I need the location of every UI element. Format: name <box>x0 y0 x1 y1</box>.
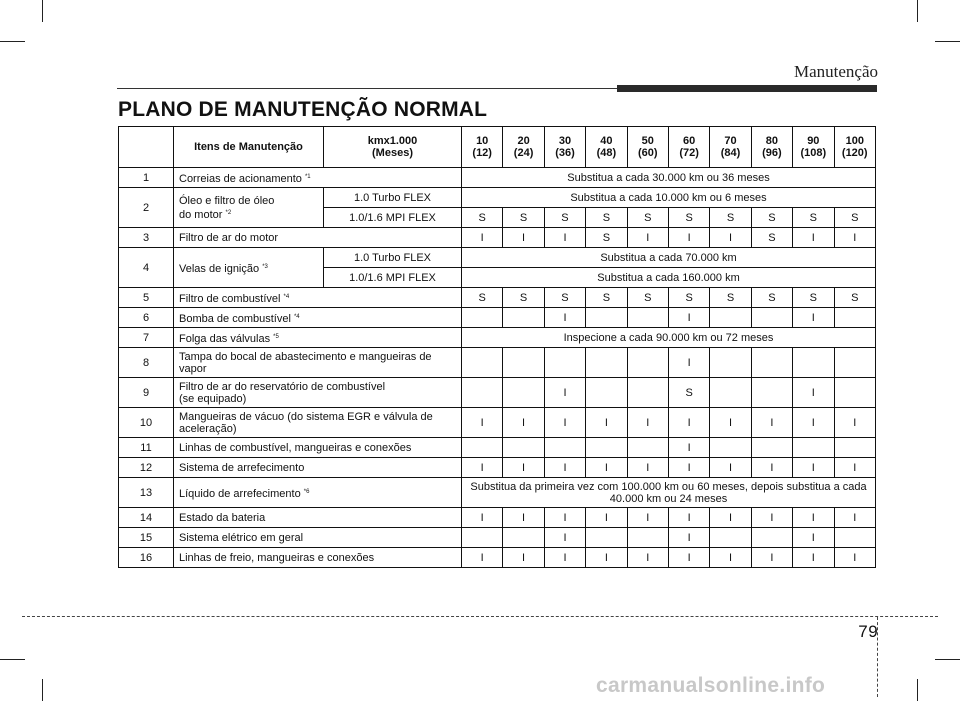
schedule-cell <box>710 378 751 408</box>
schedule-cell: I <box>586 458 627 478</box>
instruction-text: Substitua a cada 10.000 km ou 6 meses <box>570 191 767 204</box>
schedule-cell <box>793 438 834 458</box>
schedule-cell <box>586 528 627 548</box>
schedule-cell: I <box>834 508 875 528</box>
schedule-cell <box>834 348 875 378</box>
footnote-ref: *2 <box>225 209 232 216</box>
schedule-cell: I <box>544 308 585 328</box>
schedule-cell <box>834 438 875 458</box>
schedule-cell: I <box>793 408 834 438</box>
instruction-text: Substitua a cada 70.000 km <box>600 251 737 264</box>
footnote-ref: *4 <box>293 313 300 320</box>
schedule-cell: S <box>627 208 668 228</box>
table-row <box>119 188 876 208</box>
interval-header <box>544 127 585 168</box>
schedule-cell: I <box>834 228 875 248</box>
schedule-cell: I <box>462 228 503 248</box>
item-label: Linhas de freio, mangueiras e conexões <box>179 551 375 564</box>
schedule-cell: I <box>668 308 709 328</box>
schedule-cell: S <box>586 228 627 248</box>
item-description <box>174 528 462 548</box>
schedule-cell: S <box>793 288 834 308</box>
schedule-cell: I <box>627 458 668 478</box>
schedule-cell: I <box>627 548 668 568</box>
schedule-cell: S <box>710 288 751 308</box>
schedule-cell: I <box>627 508 668 528</box>
schedule-cell: I <box>793 508 834 528</box>
schedule-cell: I <box>668 528 709 548</box>
schedule-cell: I <box>544 408 585 438</box>
interval-km: 80 <box>765 135 779 147</box>
table-row <box>119 438 876 458</box>
item-description <box>174 348 462 378</box>
engine-variant: 1.0/1.6 MPI FLEX <box>324 268 462 288</box>
interval-instruction <box>462 328 876 348</box>
schedule-cell: I <box>793 458 834 478</box>
schedule-cell: I <box>544 458 585 478</box>
table-row <box>119 348 876 378</box>
crop-mark <box>935 659 960 660</box>
schedule-cell: I <box>710 508 751 528</box>
watermark: carmanualsonline.info <box>596 674 826 697</box>
schedule-cell: I <box>544 528 585 548</box>
footer-dashed-line <box>22 616 938 617</box>
schedule-cell <box>462 528 503 548</box>
row-number: 4 <box>119 248 174 288</box>
schedule-cell: I <box>834 408 875 438</box>
interval-months: (96) <box>762 147 782 159</box>
table-row <box>119 478 876 508</box>
schedule-cell <box>586 308 627 328</box>
schedule-cell: I <box>793 548 834 568</box>
table-row <box>119 248 876 268</box>
schedule-cell <box>503 528 544 548</box>
item-label-line2: vapor <box>179 362 207 375</box>
item-label: Folga das válvulas <box>179 332 271 345</box>
item-label: Linhas de combustível, mangueiras e conexões <box>179 441 412 454</box>
interval-km: 70 <box>724 135 737 147</box>
schedule-cell: I <box>751 548 792 568</box>
footnote-ref: *5 <box>273 333 279 340</box>
row-number: 15 <box>119 528 174 548</box>
schedule-cell: S <box>834 288 875 308</box>
item-description <box>174 458 462 478</box>
item-label: Filtro de ar do motor <box>179 231 279 244</box>
schedule-cell: I <box>793 228 834 248</box>
table-row <box>119 508 876 528</box>
item-label: Filtro de combustível <box>179 292 281 305</box>
item-label: Sistema elétrico em geral <box>179 531 304 544</box>
row-number: 13 <box>119 478 174 508</box>
schedule-cell: S <box>462 208 503 228</box>
schedule-cell: I <box>710 228 751 248</box>
schedule-cell: I <box>668 548 709 568</box>
schedule-cell <box>710 438 751 458</box>
footnote-ref: *3 <box>262 263 268 270</box>
schedule-cell: I <box>544 378 585 408</box>
schedule-cell <box>586 438 627 458</box>
item-label-line2: (se equipado) <box>179 392 247 405</box>
interval-instruction <box>462 248 876 268</box>
interval-instruction <box>462 188 876 208</box>
interval-km: 50 <box>641 135 654 147</box>
schedule-cell: I <box>544 228 585 248</box>
schedule-cell: I <box>793 308 834 328</box>
schedule-cell: S <box>544 288 585 308</box>
instruction-text-line2: 40.000 km ou 24 meses <box>609 492 728 505</box>
schedule-cell <box>503 308 544 328</box>
item-description <box>174 378 462 408</box>
item-description <box>174 308 462 328</box>
item-label: Mangueiras de vácuo (do sistema EGR e válvula de <box>179 410 433 423</box>
interval-km: 40 <box>600 135 613 147</box>
schedule-cell: I <box>834 458 875 478</box>
table-row <box>119 408 876 438</box>
interval-km: 30 <box>558 135 572 147</box>
engine-variant: 1.0 Turbo FLEX <box>324 248 462 268</box>
schedule-cell: I <box>627 228 668 248</box>
schedule-cell <box>627 438 668 458</box>
maintenance-table <box>118 126 876 568</box>
schedule-cell: S <box>586 288 627 308</box>
schedule-cell: I <box>668 228 709 248</box>
table-row <box>119 288 876 308</box>
table-row <box>119 458 876 478</box>
schedule-cell: I <box>710 548 751 568</box>
item-label: Líquido de arrefecimento <box>179 487 301 500</box>
schedule-cell: S <box>793 208 834 228</box>
schedule-cell: I <box>627 408 668 438</box>
schedule-cell <box>751 438 792 458</box>
schedule-cell <box>627 348 668 378</box>
header-kmx-line1: kmx1.000 <box>367 135 418 147</box>
row-number: 3 <box>119 228 174 248</box>
row-number: 2 <box>119 188 174 228</box>
table-row <box>119 328 876 348</box>
schedule-cell <box>586 348 627 378</box>
instruction-text: Substitua a cada 160.000 km <box>597 271 740 284</box>
interval-km: 20 <box>517 135 530 147</box>
item-description <box>174 168 462 188</box>
page-title: PLANO DE MANUTENÇÃO NORMAL <box>118 98 488 121</box>
schedule-cell <box>710 308 751 328</box>
schedule-cell: I <box>503 408 544 438</box>
interval-km: 90 <box>807 135 820 147</box>
crop-mark <box>0 659 25 660</box>
item-label: Tampa do bocal de abastecimento e mangueiras de <box>179 350 432 363</box>
schedule-cell: S <box>503 208 544 228</box>
engine-variant: 1.0/1.6 MPI FLEX <box>324 208 462 228</box>
schedule-cell <box>751 528 792 548</box>
instruction-text: Substitua a cada 30.000 km ou 36 meses <box>567 171 770 184</box>
item-label-line2: aceleração) <box>179 422 237 435</box>
schedule-cell: I <box>586 508 627 528</box>
item-label: Correias de acionamento <box>179 172 302 185</box>
schedule-cell: I <box>586 408 627 438</box>
table-row <box>119 228 876 248</box>
schedule-cell <box>462 308 503 328</box>
interval-header <box>710 127 751 168</box>
item-description <box>174 328 462 348</box>
schedule-cell: S <box>834 208 875 228</box>
schedule-cell: I <box>462 408 503 438</box>
item-label: Estado da bateria <box>179 511 266 524</box>
schedule-cell <box>462 348 503 378</box>
schedule-cell: I <box>668 438 709 458</box>
interval-months: (24) <box>513 147 534 159</box>
row-number: 6 <box>119 308 174 328</box>
item-label-line2: do motor <box>179 208 223 221</box>
row-number: 16 <box>119 548 174 568</box>
schedule-cell <box>503 378 544 408</box>
schedule-cell <box>751 308 792 328</box>
row-number: 7 <box>119 328 174 348</box>
schedule-cell: I <box>503 458 544 478</box>
interval-months: (36) <box>555 147 575 159</box>
schedule-cell: S <box>503 288 544 308</box>
interval-months: (48) <box>596 147 617 159</box>
schedule-cell: I <box>668 408 709 438</box>
schedule-cell: I <box>503 228 544 248</box>
interval-header <box>834 127 875 168</box>
row-number: 14 <box>119 508 174 528</box>
schedule-cell <box>627 528 668 548</box>
schedule-cell: I <box>751 458 792 478</box>
table-row <box>119 548 876 568</box>
item-description <box>174 228 462 248</box>
row-number: 10 <box>119 408 174 438</box>
instruction-text: Inspecione a cada 90.000 km ou 72 meses <box>563 331 774 344</box>
schedule-cell: I <box>834 548 875 568</box>
item-label: Óleo e filtro de óleo <box>179 194 275 207</box>
schedule-cell <box>544 438 585 458</box>
schedule-cell <box>710 348 751 378</box>
header-item: Itens de Manutenção <box>174 127 324 168</box>
interval-months: (60) <box>637 147 658 159</box>
interval-header <box>462 127 503 168</box>
interval-months: (120) <box>841 147 868 159</box>
schedule-cell: S <box>627 288 668 308</box>
schedule-cell <box>586 378 627 408</box>
schedule-cell: I <box>503 548 544 568</box>
schedule-cell: I <box>462 548 503 568</box>
interval-km: 100 <box>845 135 864 147</box>
item-label: Bomba de combustível <box>179 312 291 325</box>
crop-mark <box>917 0 918 22</box>
interval-instruction <box>462 268 876 288</box>
schedule-cell: S <box>462 288 503 308</box>
table-row <box>119 528 876 548</box>
item-description <box>174 478 462 508</box>
item-description <box>174 188 324 228</box>
interval-months: (108) <box>800 147 827 159</box>
schedule-cell: I <box>668 508 709 528</box>
schedule-cell <box>710 528 751 548</box>
interval-months: (84) <box>720 147 741 159</box>
schedule-cell <box>503 348 544 378</box>
schedule-cell <box>544 348 585 378</box>
table-header-row <box>119 127 876 168</box>
schedule-cell: I <box>544 508 585 528</box>
crop-mark <box>42 0 43 22</box>
schedule-cell: S <box>668 378 709 408</box>
schedule-cell: I <box>751 508 792 528</box>
row-number: 5 <box>119 288 174 308</box>
item-label: Sistema de arrefecimento <box>179 461 305 474</box>
item-description <box>174 248 324 288</box>
schedule-cell: S <box>710 208 751 228</box>
schedule-cell: S <box>586 208 627 228</box>
schedule-cell: I <box>710 408 751 438</box>
interval-months: (12) <box>472 147 492 159</box>
schedule-cell: I <box>668 348 709 378</box>
schedule-cell: I <box>751 408 792 438</box>
schedule-cell: I <box>793 528 834 548</box>
item-description <box>174 288 462 308</box>
schedule-cell <box>793 348 834 378</box>
crop-mark <box>42 679 43 701</box>
schedule-cell: I <box>462 458 503 478</box>
table-row <box>119 378 876 408</box>
schedule-cell <box>503 438 544 458</box>
schedule-cell: I <box>462 508 503 528</box>
schedule-cell <box>834 378 875 408</box>
interval-header <box>793 127 834 168</box>
schedule-cell: I <box>586 548 627 568</box>
schedule-cell: I <box>544 548 585 568</box>
schedule-cell <box>627 378 668 408</box>
row-number: 1 <box>119 168 174 188</box>
schedule-cell <box>627 308 668 328</box>
schedule-cell <box>751 348 792 378</box>
header-kmx <box>324 127 462 168</box>
interval-km: 10 <box>476 135 489 147</box>
engine-variant: 1.0 Turbo FLEX <box>324 188 462 208</box>
schedule-cell: I <box>668 458 709 478</box>
interval-instruction <box>462 478 876 508</box>
row-number: 9 <box>119 378 174 408</box>
schedule-cell: I <box>793 378 834 408</box>
footnote-ref: *4 <box>283 293 290 300</box>
interval-months: (72) <box>679 147 699 159</box>
section-header: Manutenção <box>793 62 878 81</box>
header-number <box>119 127 174 168</box>
schedule-cell: S <box>668 208 709 228</box>
schedule-cell: S <box>668 288 709 308</box>
interval-header <box>586 127 627 168</box>
schedule-cell: S <box>544 208 585 228</box>
crop-mark <box>935 41 960 42</box>
footnote-ref: *1 <box>304 173 311 180</box>
schedule-cell: S <box>751 288 792 308</box>
interval-km: 60 <box>683 135 696 147</box>
page-number <box>858 622 878 642</box>
schedule-cell <box>462 438 503 458</box>
header-kmx-line2: (Meses) <box>372 147 413 159</box>
row-number: 12 <box>119 458 174 478</box>
schedule-cell <box>834 528 875 548</box>
interval-header <box>503 127 544 168</box>
item-label: Filtro de ar do reservatório de combustível <box>179 380 386 393</box>
table-row <box>119 168 876 188</box>
interval-header <box>668 127 709 168</box>
schedule-cell: S <box>751 208 792 228</box>
crop-mark <box>0 41 25 42</box>
schedule-cell: I <box>710 458 751 478</box>
table-row <box>119 308 876 328</box>
schedule-cell: I <box>503 508 544 528</box>
item-description <box>174 508 462 528</box>
item-description <box>174 548 462 568</box>
schedule-cell: S <box>751 228 792 248</box>
schedule-cell <box>834 308 875 328</box>
schedule-cell <box>462 378 503 408</box>
item-description <box>174 408 462 438</box>
row-number: 11 <box>119 438 174 458</box>
item-description <box>174 438 462 458</box>
page-chapter: 7 <box>858 622 868 641</box>
item-label: Velas de ignição <box>179 262 260 275</box>
schedule-cell <box>751 378 792 408</box>
header-rule-bar <box>617 85 877 92</box>
interval-header <box>627 127 668 168</box>
interval-instruction <box>462 168 876 188</box>
crop-mark <box>917 679 918 701</box>
page-index: 9 <box>868 622 878 641</box>
footnote-ref: *6 <box>303 488 310 495</box>
instruction-text: Substitua da primeira vez com 100.000 km ou 60 meses, depois substitua a cada <box>470 480 867 493</box>
row-number: 8 <box>119 348 174 378</box>
interval-header <box>751 127 792 168</box>
